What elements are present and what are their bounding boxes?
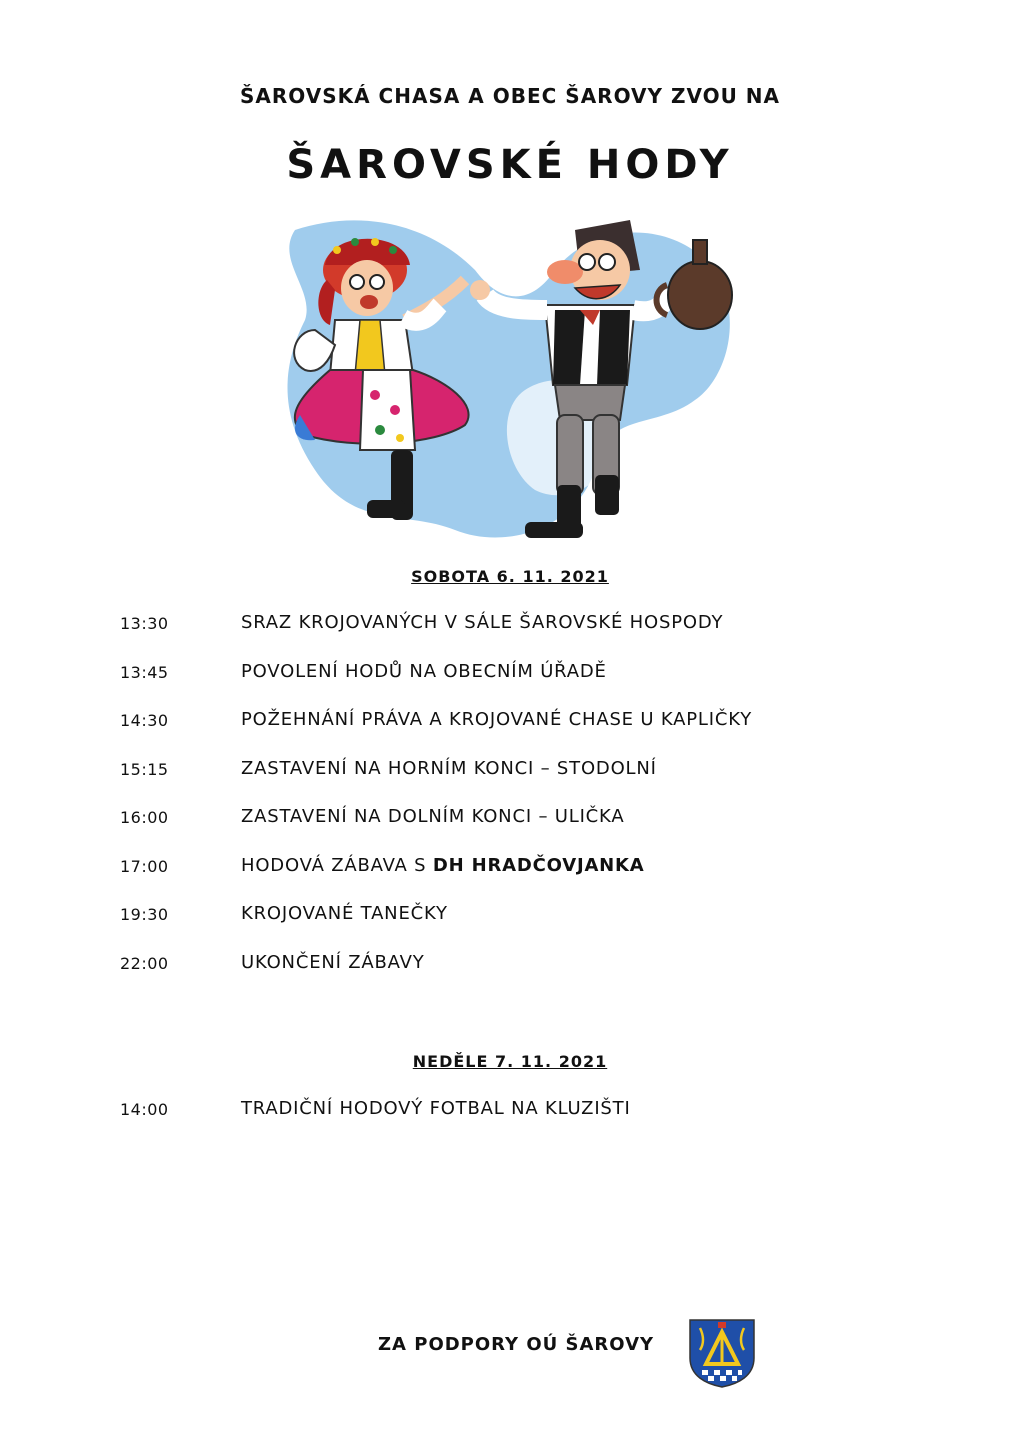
schedule-time: 14:30 — [120, 711, 169, 730]
sunday-heading: NEDĚLE 7. 11. 2021 — [412, 1052, 608, 1071]
invitation-line: ŠAROVSKÁ CHASA A OBEC ŠAROVY ZVOU NA — [239, 84, 781, 108]
schedule-row — [120, 1100, 920, 1130]
schedule-time: 19:30 — [120, 905, 169, 924]
schedule-text: SRAZ KROJOVANÝCH V SÁLE ŠAROVSKÉ HOSPODY — [241, 612, 724, 633]
schedule-row — [120, 711, 920, 741]
schedule-text: UKONČENÍ ZÁBAVY — [241, 952, 425, 973]
saturday-heading: SOBOTA 6. 11. 2021 — [411, 567, 609, 586]
band-name: DH HRADČOVJANKA — [432, 855, 645, 876]
schedule-time: 15:15 — [120, 760, 169, 779]
schedule-row — [120, 808, 920, 838]
schedule-text: KROJOVANÉ TANEČKY — [241, 903, 448, 924]
schedule-text: POVOLENÍ HODŮ NA OBECNÍM ÚŘADĚ — [241, 661, 607, 682]
schedule-text-plain: HODOVÁ ZÁBAVA S — [241, 855, 433, 876]
schedule-time: 22:00 — [120, 954, 169, 973]
schedule-time: 13:45 — [120, 663, 169, 682]
schedule-text: ZASTAVENÍ NA DOLNÍM KONCI – ULIČKA — [241, 806, 625, 827]
schedule-text: TRADIČNÍ HODOVÝ FOTBAL NA KLUZIŠTI — [241, 1098, 631, 1119]
schedule-row — [120, 905, 920, 935]
schedule-time: 17:00 — [120, 857, 169, 876]
schedule-row — [120, 663, 920, 693]
schedule-time: 16:00 — [120, 808, 169, 827]
support-note: ZA PODPORY OÚ ŠAROVY — [378, 1334, 655, 1355]
schedule-row — [120, 857, 920, 887]
schedule-text: ZASTAVENÍ NA HORNÍM KONCI – STODOLNÍ — [241, 758, 657, 779]
schedule-row — [120, 760, 920, 790]
coat-of-arms-icon — [688, 1318, 756, 1388]
schedule-row — [120, 954, 920, 984]
schedule-time: 14:00 — [120, 1100, 169, 1119]
schedule-row — [120, 614, 920, 644]
page-title: ŠAROVSKÉ HODY — [286, 142, 734, 188]
schedule-text — [241, 855, 645, 876]
dancing-couple-illustration — [275, 210, 745, 555]
schedule-text: POŽEHNÁNÍ PRÁVA A KROJOVANÉ CHASE U KAPLIČKY — [241, 709, 752, 730]
schedule-time: 13:30 — [120, 614, 169, 633]
